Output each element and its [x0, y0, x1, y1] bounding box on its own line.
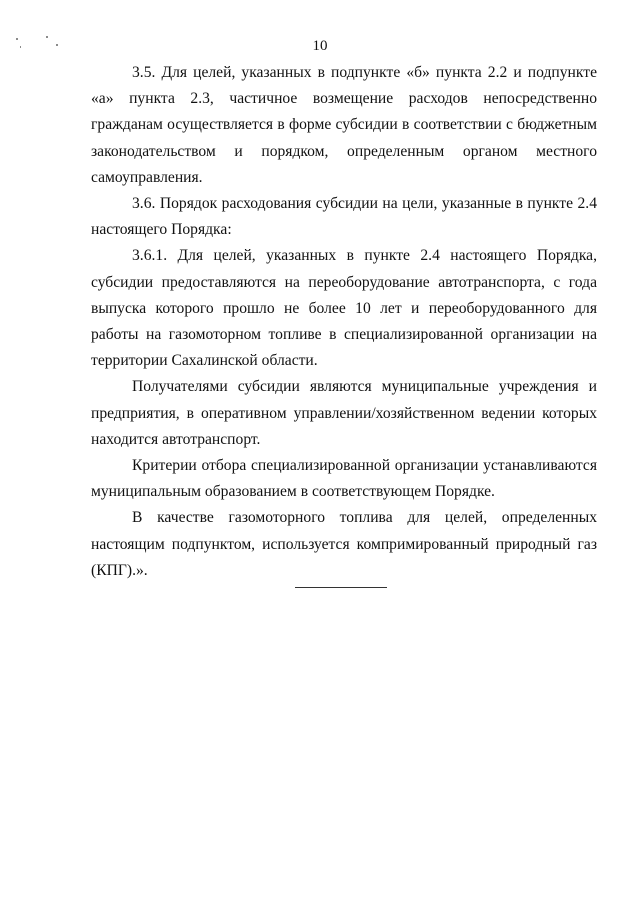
end-divider: [295, 587, 387, 588]
paragraph-3-6: 3.6. Порядок расходования субсидии на цели, указанные в пункте 2.4 настоящего Порядка:: [91, 195, 597, 239]
scan-speck: [16, 38, 18, 40]
paragraph-fuel: В качестве газомоторного топлива для целей, определенных настоящим подпунктом, используется компримированный природный газ (КПГ).».: [91, 509, 597, 579]
scan-speck: [20, 46, 21, 48]
page-number: 10: [312, 38, 328, 54]
scan-speck: [56, 44, 58, 46]
document-body: [91, 60, 597, 584]
paragraph-3-6-1: 3.6.1. Для целей, указанных в пункте 2.4 настоящего Порядка, субсидии предоставляются на переоборудование автотранспорта, с года выпуска которого прошло не более 10 лет и переоборудованного для работы на газомоторном топливе в специализированной организации на территории Сахалинской области.: [91, 247, 597, 370]
paragraph-recipients: Получателями субсидии являются муниципальные учреждения и предприятия, в оперативном управлении/хозяйственном ведении которых находится автотранспорт.: [91, 378, 597, 448]
paragraph-3-5: 3.5. Для целей, указанных в подпункте «б» пункта 2.2 и подпункте «а» пункта 2.3, частичное возмещение расходов непосредственно гражданам осуществляется в форме субсидии в соответствии с бюджетным законодательством и порядком, определенным органом местного самоуправления.: [91, 64, 597, 186]
paragraph-criteria: Критерии отбора специализированной организации устанавливаются муниципальным образованием в соответствующем Порядке.: [91, 457, 597, 501]
scan-speck: [46, 36, 48, 38]
